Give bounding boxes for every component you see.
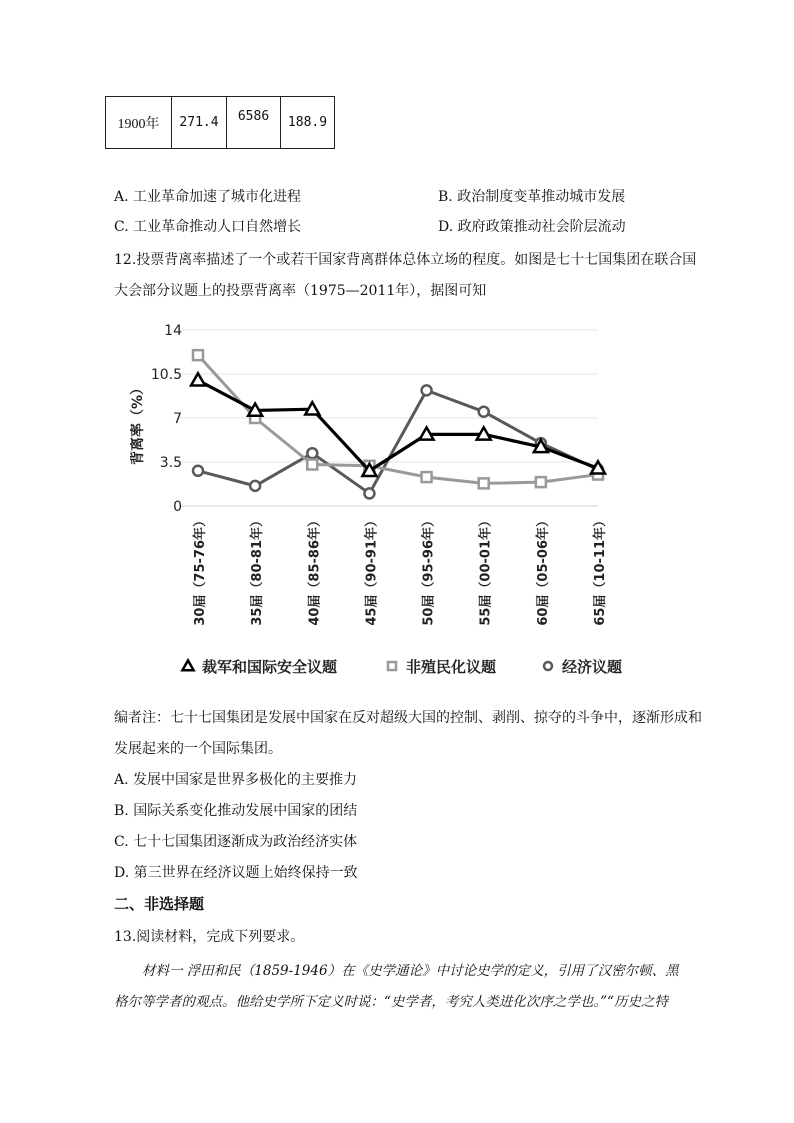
q11-option-c: C. 工业革命推动人口自然增长 <box>114 219 302 235</box>
legend-label: 裁军和国际安全议题 <box>202 658 338 676</box>
legend-label: 非殖民化议题 <box>406 658 497 676</box>
x-tick-label: 65届（10-11年） <box>593 514 608 626</box>
y-tick-label: 14 <box>164 323 182 339</box>
table-cell: 6586 <box>227 97 281 149</box>
x-tick-label: 60届（05-06年） <box>535 514 551 626</box>
x-tick-label: 35届（80-81年） <box>250 514 266 626</box>
square-marker <box>307 460 317 470</box>
table-cell: 188.9 <box>281 97 335 149</box>
circle-marker <box>307 448 317 458</box>
x-tick-label: 40届（85-86年） <box>307 514 323 626</box>
x-tick-label: 30届（75-76年） <box>193 514 208 626</box>
x-tick-label: 50届（95-96年） <box>421 514 437 626</box>
circle-marker <box>250 481 260 491</box>
q12-option-a: A. 发展中国家是世界多极化的主要推力 <box>114 772 358 788</box>
table-row <box>106 97 335 149</box>
section-title: 二、非选择题 <box>114 895 205 913</box>
x-tick-label: 55届（00-01年） <box>478 514 494 626</box>
circle-marker <box>364 488 374 498</box>
editor-note-line2: 发展起来的一个国际集团。 <box>114 741 282 757</box>
y-tick-label: 10.5 <box>150 367 182 383</box>
triangle-marker <box>591 461 605 473</box>
legend-label: 经济议题 <box>562 658 623 676</box>
legend <box>182 658 622 676</box>
y-tick-label: 3.5 <box>159 455 182 471</box>
triangle-marker <box>248 403 262 415</box>
square-marker <box>422 472 432 482</box>
circle-marker <box>422 385 432 395</box>
triangle-marker <box>420 427 434 439</box>
data-table <box>105 96 335 149</box>
square-marker <box>536 477 546 487</box>
y-ticks <box>151 323 182 515</box>
square-marker <box>193 350 203 360</box>
square-marker <box>388 662 396 670</box>
triangle-marker <box>305 402 319 414</box>
series-triangle <box>191 373 605 476</box>
x-tick-label: 45届（90-91年） <box>364 514 380 626</box>
series-lines <box>191 350 605 498</box>
q13-stem: 13.阅读材料，完成下列要求。 <box>114 929 305 945</box>
x-tick-labels <box>192 514 608 626</box>
table-cell: 271.4 <box>172 97 227 149</box>
square-marker <box>479 478 489 488</box>
editor-note-line1: 编者注：七十七国集团是发展中国家在反对超级大国的控制、剥削、掠夺的斗争中，逐渐形成和 <box>114 710 702 726</box>
q12-stem-line1: 12.投票背离率描述了一个或若干国家背离群体总体立场的程度。如图是七十七国集团在联合国 <box>114 252 697 268</box>
q12-stem-line2: 大会部分议题上的投票背离率（1975—2011年），据图可知 <box>114 283 487 299</box>
voting-deviation-chart <box>130 318 630 690</box>
y-tick-label: 7 <box>173 411 182 427</box>
series-line <box>198 380 598 471</box>
q11-option-d: D. 政府政策推动社会阶层流动 <box>438 219 626 235</box>
material-line1: 材料一 浮田和民（1859-1946）在《史学通论》中讨论史学的定义，引用了汉密尔顿、黑 <box>142 963 679 979</box>
material-line2: 格尔等学者的观点。他给史学所下定义时说：“史学者，考究人类进化次序之学也。”“历史之特 <box>114 994 668 1010</box>
y-tick-label: 0 <box>173 499 182 515</box>
legend-item <box>544 658 622 676</box>
circle-marker <box>479 407 489 417</box>
q12-option-b: B. 国际关系变化推动发展中国家的团结 <box>114 803 358 819</box>
circle-marker <box>544 662 552 670</box>
series-square <box>193 350 603 488</box>
legend-item <box>182 658 337 676</box>
triangle-marker <box>182 660 193 670</box>
q11-option-a: A. 工业革命加速了城市化进程 <box>114 189 302 205</box>
q12-option-c: C. 七十七国集团逐渐成为政治经济实体 <box>114 834 358 850</box>
legend-item <box>388 658 496 676</box>
triangle-marker <box>477 427 491 439</box>
table-cell-year: 1900年 <box>106 97 172 149</box>
q11-option-b: B. 政治制度变革推动城市发展 <box>438 189 626 205</box>
q12-option-d: D. 第三世界在经济议题上始终保持一致 <box>114 865 358 881</box>
circle-marker <box>193 466 203 476</box>
triangle-marker <box>191 373 205 385</box>
y-axis-label: 背离率（%） <box>130 380 146 466</box>
